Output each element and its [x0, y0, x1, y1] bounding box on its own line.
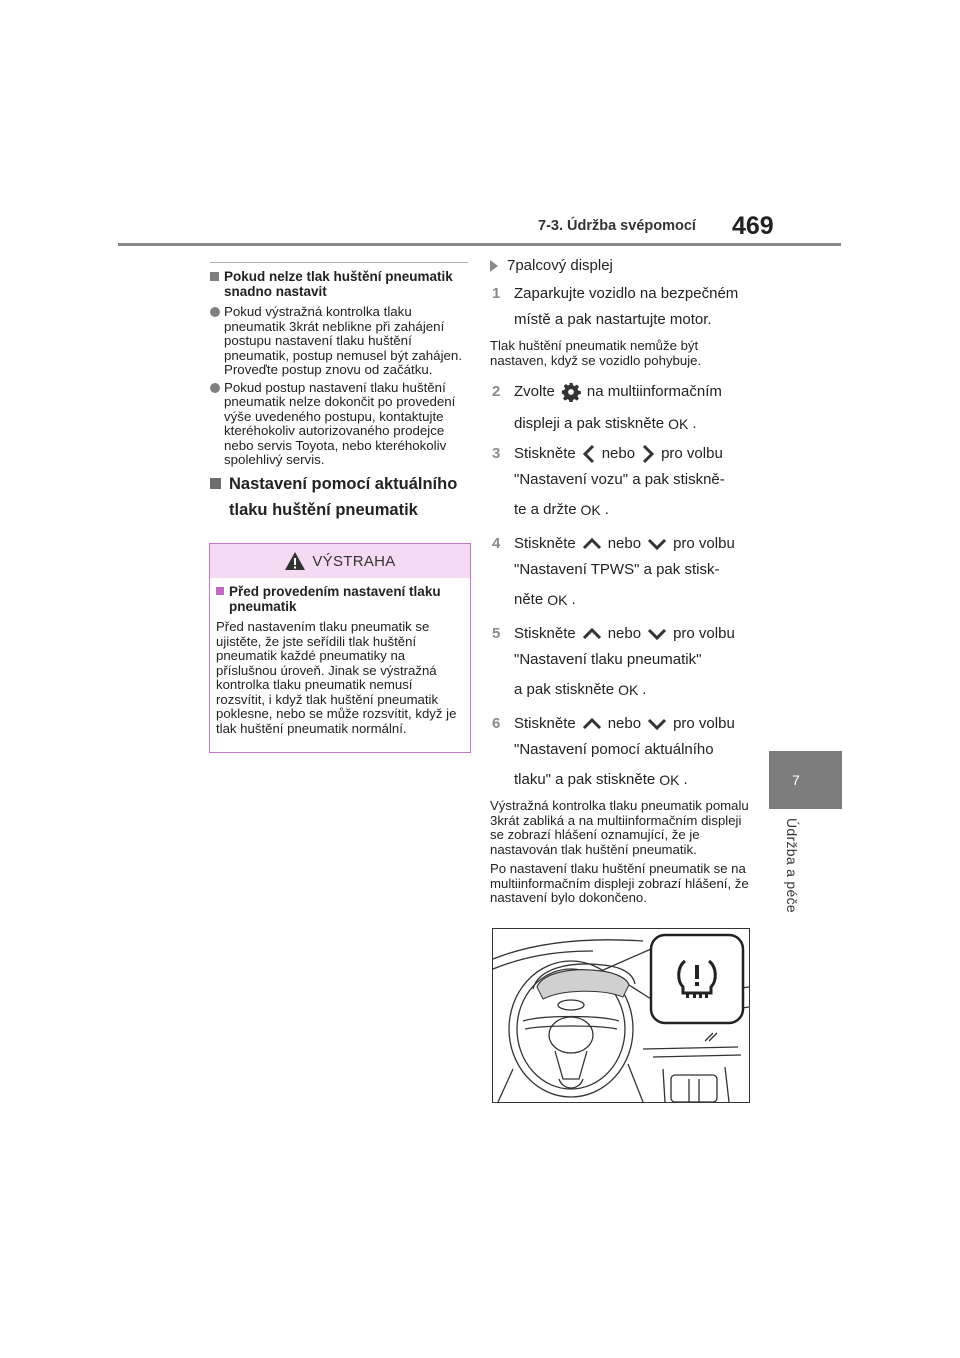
ok-button-label: OK	[618, 682, 639, 698]
step-text: místě a pak nastartujte motor.	[514, 311, 712, 328]
step-text: pro volbu	[661, 445, 723, 462]
step-number: 5	[492, 625, 501, 642]
display-variant	[490, 254, 752, 277]
chevron-up-icon	[582, 717, 602, 731]
bullet-item	[210, 305, 468, 378]
section-title: 7-3. Údržba svépomocí	[538, 218, 696, 234]
step-text: Stiskněte	[514, 625, 576, 642]
chevron-right-icon	[641, 444, 655, 464]
subheading	[210, 269, 468, 299]
step-text: .	[683, 771, 688, 788]
chevron-up-icon	[582, 537, 602, 551]
step-line	[514, 376, 752, 408]
step-text: .	[642, 681, 647, 698]
step-text: .	[692, 415, 697, 432]
top-rule	[210, 262, 468, 263]
step-line	[514, 767, 752, 793]
step-text: pro volbu	[673, 715, 735, 732]
step-text: nebo	[601, 445, 636, 462]
warning-header	[210, 544, 470, 578]
warning-box	[209, 543, 471, 753]
step-text: .	[571, 591, 576, 608]
bullet-text: Pokud výstražná kontrolka tlaku pneumatik 3krát neblikne při zahájení postupu nastavení tlaku huštění pneumatik, postup nemusel být zahájen. Proveďte postup znovu od začátku.	[224, 304, 463, 377]
step-line	[514, 531, 752, 557]
step-text: .	[604, 501, 609, 518]
step-text: te a držte	[514, 501, 577, 518]
tire-pressure-warning-icon	[673, 955, 721, 999]
chevron-down-icon	[647, 537, 667, 551]
chapter-tab	[769, 751, 842, 809]
step-text: nebo	[607, 625, 642, 642]
step-text: Stiskněte	[514, 715, 576, 732]
gear-icon	[561, 382, 581, 402]
step-line	[514, 711, 752, 737]
step-number: 4	[492, 535, 501, 552]
warning-body	[210, 578, 470, 736]
section-heading-text: Nastavení pomocí aktuálního tlaku huštění pneumatik	[229, 474, 458, 519]
warning-triangle-icon	[284, 551, 306, 571]
step-text: Stiskněte	[514, 535, 576, 552]
step-line	[514, 587, 752, 613]
square-bullet-icon	[216, 587, 224, 595]
step-text: něte	[514, 591, 544, 608]
triangle-bullet-icon	[490, 260, 498, 272]
dashboard-illustration	[492, 928, 750, 1103]
chevron-up-icon	[582, 627, 602, 641]
step-text: "Nastavení pomocí aktuálního	[514, 741, 714, 758]
page-number: 469	[732, 212, 774, 240]
square-bullet-icon	[210, 272, 219, 281]
step-text: displeji a pak stiskněte	[514, 415, 665, 432]
chevron-left-icon	[582, 444, 596, 464]
note: Po nastavení tlaku huštění pneumatik se na multiinformačním displeji zobrazí hlášení, že nastavení bylo dokončeno.	[490, 861, 749, 905]
ok-button-label: OK	[659, 772, 680, 788]
chevron-down-icon	[647, 627, 667, 641]
step-number: 1	[492, 285, 501, 302]
warning-subheading-text: Před provedením nastavení tlaku pneumatik	[229, 584, 441, 614]
step-text: "Nastavení tlaku pneumatik"	[514, 651, 702, 668]
step-number: 2	[492, 383, 501, 400]
warning-text: Před nastavením tlaku pneumatik se ujistěte, že jste seřídili tlak huštění pneumatik každé pneumatiky na příslušnou úroveň. Jinak se výstražná kontrolka tlaku pneumatik nemusí rozsvítit, i když tlak huštění pneumatik poklesne, nebo se může rozsvítit, když je tlak huštění pneumatik normální.	[216, 619, 457, 736]
step-text: Zvolte	[514, 383, 555, 400]
subheading-text: Pokud nelze tlak huštění pneumatik snadno nastavit	[224, 269, 453, 299]
step-2	[490, 376, 752, 440]
display-variant-label: 7palcový displej	[507, 257, 613, 274]
circle-bullet-icon	[210, 383, 220, 393]
circle-bullet-icon	[210, 307, 220, 317]
chevron-down-icon	[647, 717, 667, 731]
ok-button-label: OK	[547, 592, 568, 608]
step-line	[514, 497, 752, 523]
ok-button-label: OK	[580, 502, 601, 518]
chapter-number: 7	[792, 772, 800, 788]
bullet-text: Pokud postup nastavení tlaku huštění pneumatik nelze dokončit po provedení výše uvedeného postupu, kontaktujte kteréhokoliv autorizovaného prodejce nebo servis Toyota, nebo kteréhokoliv spolehlivý servis.	[224, 379, 456, 467]
step-1	[490, 281, 752, 333]
step-line	[514, 441, 752, 467]
step-text: a pak stiskněte	[514, 681, 615, 698]
section-heading	[210, 471, 468, 523]
step-text: nebo	[607, 715, 642, 732]
square-bullet-icon	[210, 478, 221, 489]
step-text: tlaku" a pak stiskněte	[514, 771, 656, 788]
note: Tlak huštění pneumatik nemůže být nastaven, když se vozidlo pohybuje.	[490, 338, 702, 368]
bullet-item	[210, 381, 468, 468]
step-number: 3	[492, 445, 501, 462]
left-column	[210, 262, 468, 523]
warning-title: VÝSTRAHA	[312, 552, 396, 570]
step-5	[490, 621, 752, 703]
step-text: "Nastavení TPWS" a pak stisk-	[514, 561, 720, 578]
warning-subheading	[216, 584, 463, 614]
chapter-label: Údržba a péče	[784, 818, 800, 913]
step-text: nebo	[607, 535, 642, 552]
step-line	[514, 408, 752, 440]
step-text: na multiinformačním	[586, 383, 722, 400]
step-number: 6	[492, 715, 501, 732]
step-text: pro volbu	[673, 625, 735, 642]
step-line	[514, 621, 752, 647]
step-line	[514, 677, 752, 703]
ok-button-label: OK	[668, 416, 689, 432]
step-text: Stiskněte	[514, 445, 576, 462]
right-column	[490, 254, 752, 906]
step-3	[490, 441, 752, 523]
step-6	[490, 711, 752, 793]
step-text: "Nastavení vozu" a pak stiskně-	[514, 471, 725, 488]
step-text: pro volbu	[673, 535, 735, 552]
note: Výstražná kontrolka tlaku pneumatik pomalu 3krát zabliká a na multiinformačním displeji se zobrazí hlášení oznamující, že je nastavován tlak huštění pneumatik.	[490, 798, 749, 857]
step-text: Zaparkujte vozidlo na bezpečném	[514, 285, 739, 302]
header-rule	[118, 243, 841, 246]
step-4	[490, 531, 752, 613]
